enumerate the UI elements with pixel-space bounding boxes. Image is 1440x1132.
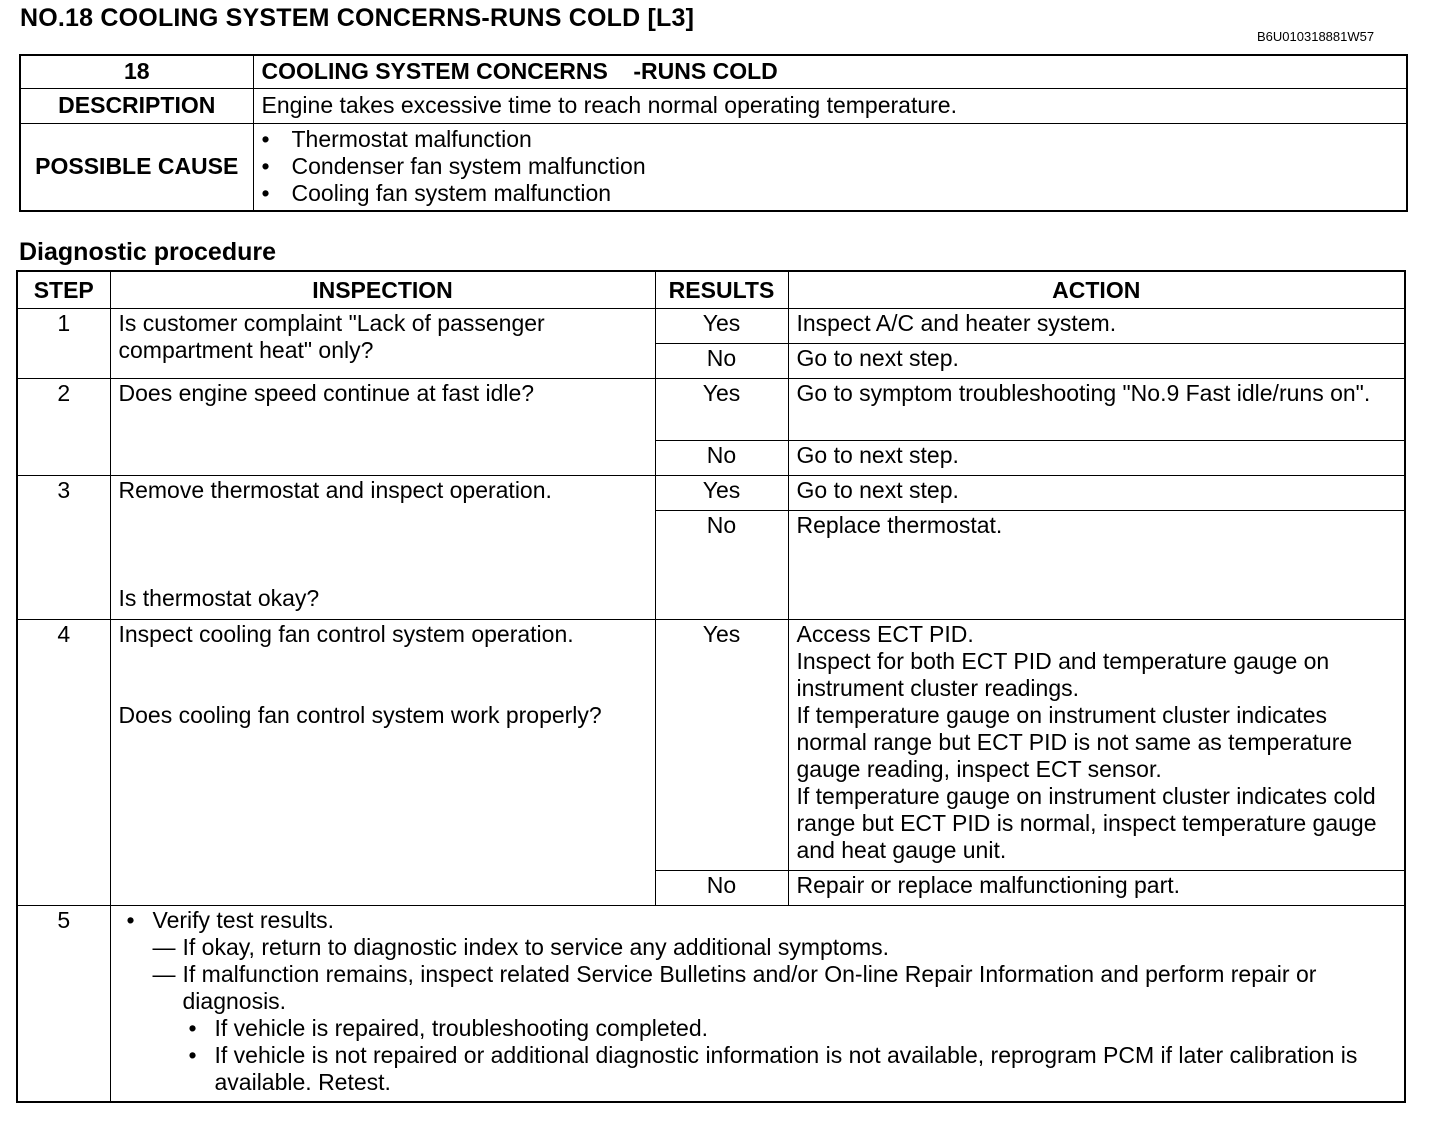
step-number: 1 bbox=[17, 309, 110, 379]
table-row bbox=[17, 476, 1405, 511]
result-yes: Yes bbox=[655, 379, 788, 441]
symptom-row bbox=[20, 55, 1407, 88]
inspection-text: Inspect cooling fan control system operation. bbox=[118, 621, 574, 647]
cause-item: • Cooling fan system malfunction bbox=[254, 180, 1407, 207]
inspection-cell bbox=[110, 620, 655, 906]
list-item bbox=[115, 907, 1385, 1096]
step-number: 4 bbox=[17, 620, 110, 906]
inspection-cell: Is customer complaint "Lack of passenger compartment heat" only? bbox=[110, 309, 655, 379]
document-code: B6U010318881W57 bbox=[1257, 29, 1375, 44]
symptom-table bbox=[19, 54, 1408, 212]
action-cell: Repair or replace malfunctioning part. bbox=[788, 871, 1405, 906]
final-step-cell bbox=[110, 906, 1405, 1102]
column-header-inspection: INSPECTION bbox=[110, 271, 655, 309]
list-item: • If vehicle is not repaired or additional diagnostic information is not available, reprogram PCM if later calibration is available. Retest. bbox=[183, 1042, 1385, 1096]
result-yes: Yes bbox=[655, 620, 788, 871]
section-heading: Diagnostic procedure bbox=[19, 238, 276, 266]
verify-text: • Verify test results. bbox=[152, 907, 335, 933]
diagnostic-procedure-table bbox=[16, 270, 1406, 1103]
action-line: If temperature gauge on instrument cluster indicates cold range but ECT PID is normal, inspect temperature gauge and heat gauge unit. bbox=[796, 783, 1377, 863]
description-label: DESCRIPTION bbox=[20, 88, 253, 123]
inspection-cell: Does engine speed continue at fast idle? bbox=[110, 379, 655, 476]
malfunction-text: — If malfunction remains, inspect related Service Bulletins and/or On-line Repair Information and perform repair or diagnosis. bbox=[182, 961, 1317, 1014]
description-text: Engine takes excessive time to reach normal operating temperature. bbox=[253, 88, 1407, 123]
list-item bbox=[153, 961, 1385, 1096]
action-line: Inspect for both ECT PID and temperature gauge on instrument cluster readings. bbox=[796, 648, 1330, 701]
description-row bbox=[20, 88, 1407, 123]
repair-sub-list bbox=[183, 1015, 1385, 1096]
step-number: 5 bbox=[17, 906, 110, 1102]
inspection-question: Does cooling fan control system work properly? bbox=[118, 702, 602, 728]
result-no: No bbox=[655, 871, 788, 906]
action-line: If temperature gauge on instrument cluster indicates normal range but ECT PID is not same as temperature gauge reading, inspect ECT sensor. bbox=[796, 702, 1353, 782]
result-dash-list bbox=[153, 934, 1385, 1096]
action-cell: Go to next step. bbox=[788, 441, 1405, 476]
column-header-step: STEP bbox=[17, 271, 110, 309]
step-number: 3 bbox=[17, 476, 110, 620]
result-no: No bbox=[655, 344, 788, 379]
symptom-number: 18 bbox=[20, 55, 253, 88]
result-no: No bbox=[655, 441, 788, 476]
procedure-header-row bbox=[17, 271, 1405, 309]
result-no: No bbox=[655, 511, 788, 620]
symptom-name: COOLING SYSTEM CONCERNS -RUNS COLD bbox=[253, 55, 1407, 88]
column-header-results: RESULTS bbox=[655, 271, 788, 309]
action-cell: Replace thermostat. bbox=[788, 511, 1405, 620]
table-row bbox=[17, 379, 1405, 441]
cause-item: • Condenser fan system malfunction bbox=[254, 153, 1407, 180]
inspection-question: Is thermostat okay? bbox=[118, 585, 320, 611]
cause-item: • Thermostat malfunction bbox=[254, 126, 1407, 153]
inspection-text: Remove thermostat and inspect operation. bbox=[118, 477, 552, 503]
possible-cause-row bbox=[20, 123, 1407, 211]
action-cell: Go to symptom troubleshooting "No.9 Fast idle/runs on". bbox=[788, 379, 1405, 441]
list-item: • If vehicle is repaired, troubleshooting completed. bbox=[183, 1015, 1385, 1042]
list-item: — If okay, return to diagnostic index to service any additional symptoms. bbox=[153, 934, 1385, 961]
cause-list bbox=[254, 126, 1407, 207]
step-number: 2 bbox=[17, 379, 110, 476]
table-row bbox=[17, 906, 1405, 1102]
action-line: Access ECT PID. bbox=[796, 621, 974, 647]
table-row bbox=[17, 620, 1405, 871]
table-row bbox=[17, 309, 1405, 344]
action-cell: Inspect A/C and heater system. bbox=[788, 309, 1405, 344]
column-header-action: ACTION bbox=[788, 271, 1405, 309]
possible-cause-cell bbox=[253, 123, 1407, 211]
action-cell: Go to next step. bbox=[788, 476, 1405, 511]
action-cell: Go to next step. bbox=[788, 344, 1405, 379]
inspection-cell bbox=[110, 476, 655, 620]
result-yes: Yes bbox=[655, 476, 788, 511]
page-title: NO.18 COOLING SYSTEM CONCERNS-RUNS COLD [L3] bbox=[20, 4, 695, 32]
possible-cause-label: POSSIBLE CAUSE bbox=[20, 123, 253, 211]
verify-list bbox=[115, 907, 1385, 1096]
action-cell bbox=[788, 620, 1405, 871]
result-yes: Yes bbox=[655, 309, 788, 344]
